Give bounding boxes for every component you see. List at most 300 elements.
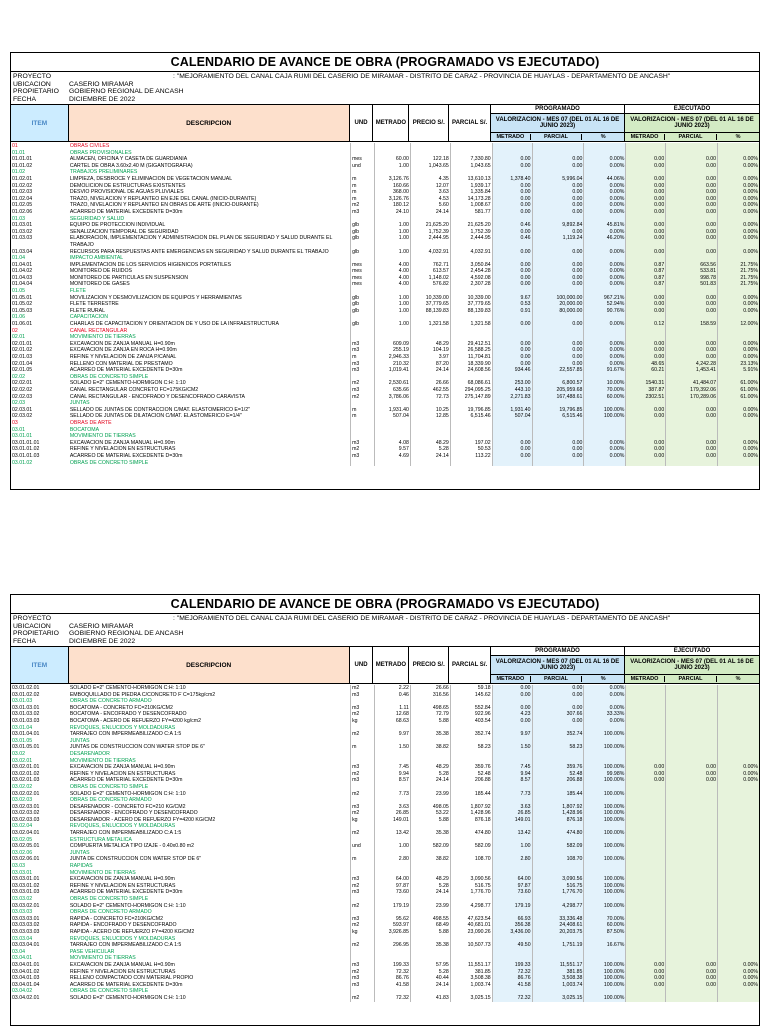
cell-par — [450, 936, 492, 943]
cell-und: m2 — [350, 731, 374, 738]
cell-em: 0.00 — [625, 295, 665, 302]
cell-pc: 16.67% — [583, 942, 625, 949]
cell-und — [350, 797, 374, 804]
cell-ec — [717, 916, 759, 923]
cell-em — [625, 896, 665, 903]
table-row — [11, 810, 759, 817]
cell-item: 01.05.02 — [12, 301, 33, 308]
cell-pre: 1,321.58 — [410, 321, 450, 328]
cell-desc: OBRAS DE CONCRETO ARMADO — [69, 797, 152, 804]
cell-pre: 3.97 — [410, 354, 450, 361]
section-row — [11, 936, 759, 943]
cell-met: 1.00 — [374, 163, 410, 170]
cell-pm — [492, 738, 532, 745]
cell-met: 4.00 — [374, 268, 410, 275]
cell-ep: 0.00 — [665, 156, 717, 163]
cell-em — [625, 929, 665, 936]
cell-pc — [583, 255, 625, 262]
cell-pp: 0.00 — [532, 202, 584, 209]
cell-pp: 0.00 — [532, 446, 584, 453]
cell-pm: 0.46 — [492, 235, 532, 242]
cell-und — [350, 314, 374, 321]
cell-met: 1.00 — [374, 843, 410, 850]
cell-pm: 72.32 — [492, 995, 532, 1002]
cell-ec — [717, 314, 759, 321]
cell-und — [350, 433, 374, 440]
section-row — [11, 751, 759, 758]
cell-item: 03.01.01.03 — [12, 452, 40, 459]
cell-em: 0.00 — [625, 982, 665, 989]
cell-ec: 0.00% — [717, 156, 759, 163]
cell-pc — [583, 169, 625, 176]
cell-par: 113.22 — [450, 453, 492, 460]
cell-pre: 48.29 — [410, 876, 450, 883]
cell-und: glb — [350, 321, 374, 328]
cell-pm: 0.00 — [492, 440, 532, 447]
cell-par: 23,090.26 — [450, 929, 492, 936]
cell-item: 01 — [12, 143, 18, 149]
cell-ep — [665, 903, 717, 910]
cell-em: 0.00 — [625, 249, 665, 256]
cell-ep — [665, 255, 717, 262]
cell-und: m3 — [350, 387, 374, 394]
table-body — [11, 685, 759, 1002]
cell-pm: 0.00 — [492, 321, 532, 328]
cell-pp — [532, 870, 584, 877]
cell-ec: 0.00% — [717, 301, 759, 308]
cell-ep — [665, 929, 717, 936]
cell-desc: TRABAJO — [69, 241, 94, 248]
cell-em: 0.87 — [625, 281, 665, 288]
cell-ep: 0.00 — [665, 407, 717, 414]
cell-em: 48.65 — [625, 361, 665, 368]
cell-desc: REFINE Y NIVELACION EN ESTRUCTURAS — [69, 968, 176, 975]
cell-desc: DESARENADOR - ACERO DE REFUERZO FY=4200 KG/CM2 — [69, 816, 216, 823]
cell-pre: 41.83 — [410, 995, 450, 1002]
cell-par — [450, 460, 492, 467]
col-und-header: UND — [350, 105, 374, 141]
col-item-header: ITEM — [11, 647, 69, 683]
cell-item: 03.02.03 — [12, 797, 33, 804]
cell-pre: 26.66 — [410, 685, 450, 692]
cell-und: m2 — [350, 685, 374, 692]
cell-item: 03.02.04 — [12, 823, 33, 830]
cell-pp: 359.76 — [532, 764, 584, 771]
table-row — [11, 347, 759, 354]
cell-em — [625, 738, 665, 745]
cell-und — [350, 725, 374, 732]
cell-ec: 0.00% — [717, 196, 759, 203]
propietario-value: GOBIERNO REGIONAL DE ANCASH — [69, 630, 184, 638]
cell-item: 01.04.03 — [12, 274, 33, 281]
cell-desc: EXCAVACION DE ZANJA EN ROCA H=0.90m — [69, 347, 177, 354]
cell-ec: 0.00% — [717, 176, 759, 183]
cell-ep: 663.56 — [665, 262, 717, 269]
cell-pp — [532, 255, 584, 262]
cell-ep — [665, 731, 717, 738]
cell-ec — [717, 936, 759, 943]
cell-pre: 48.29 — [410, 440, 450, 447]
cell-ep: 0.00 — [665, 982, 717, 989]
cell-pre: 5.28 — [410, 446, 450, 453]
cell-pc: 70.00% — [583, 387, 625, 394]
cell-pp: 58.23 — [532, 744, 584, 751]
ejecutado-title: EJECUTADO — [625, 105, 759, 114]
cell-und: m — [350, 407, 374, 414]
cell-und: m — [350, 856, 374, 863]
cell-ec — [717, 731, 759, 738]
cell-ep — [665, 850, 717, 857]
cell-ec: 0.00% — [717, 163, 759, 170]
cell-pre: 104.19 — [410, 347, 450, 354]
cell-pre: 35.38 — [410, 942, 450, 949]
cell-em — [625, 718, 665, 725]
cell-pre — [410, 896, 450, 903]
section-row — [11, 216, 759, 223]
cell-em — [625, 876, 665, 883]
cell-item: 03.02.01 — [12, 757, 33, 764]
cell-ec — [717, 685, 759, 692]
cell-item: 03.04.02.01 — [12, 994, 40, 1001]
table-row — [11, 830, 759, 837]
section-row — [11, 460, 759, 467]
cell-pm — [492, 427, 532, 434]
cell-pc: 0.00% — [583, 718, 625, 725]
cell-desc: JUNTAS DE CONSTRUCCION CON WATER STOP DE 6" — [69, 744, 205, 751]
cell-em — [625, 955, 665, 962]
cell-em — [625, 433, 665, 440]
cell-pre: 87.20 — [410, 361, 450, 368]
cell-met: 41.58 — [374, 982, 410, 989]
cell-pm: 2.80 — [492, 856, 532, 863]
cell-pc: 100.00% — [583, 883, 625, 890]
cell-pc: 0.00% — [583, 268, 625, 275]
table-row — [11, 982, 759, 989]
cell-pre — [410, 955, 450, 962]
cell-ec: 0.00% — [717, 446, 759, 453]
cell-pm: 0.00 — [492, 705, 532, 712]
cell-pre — [410, 328, 450, 335]
cell-ec: 0.00% — [717, 407, 759, 414]
cell-ep: 533.81 — [665, 268, 717, 275]
cell-item: 01.05 — [12, 288, 25, 295]
cell-item: 02.01.01 — [12, 340, 33, 347]
cell-ec — [717, 995, 759, 1002]
cell-desc: REVOQUES, ENLUCIDOS Y MOLDADURAS — [69, 935, 176, 942]
cell-em — [625, 817, 665, 824]
cell-pre — [410, 288, 450, 295]
table-row — [11, 969, 759, 976]
cell-ep: 0.00 — [665, 975, 717, 982]
cell-ec — [717, 797, 759, 804]
cell-item: 01.02.06 — [12, 208, 33, 215]
cell-ep — [665, 988, 717, 995]
cell-par: 1,939.17 — [450, 183, 492, 190]
cell-und: glb — [350, 295, 374, 302]
cell-met: 97.87 — [374, 883, 410, 890]
cell-par: 581.77 — [450, 209, 492, 216]
cell-desc: PASE VEHICULAR — [69, 948, 115, 955]
programado-subcols — [491, 133, 624, 141]
cell-em: 0.00 — [625, 176, 665, 183]
cell-item: 03.04.01.02 — [12, 968, 40, 975]
table-row — [11, 771, 759, 778]
cell-ec: 0.00% — [717, 202, 759, 209]
cell-pp — [532, 216, 584, 223]
cell-ep — [665, 916, 717, 923]
cell-und — [350, 909, 374, 916]
section-row — [11, 823, 759, 830]
cell-ep — [665, 420, 717, 427]
section-row — [11, 738, 759, 745]
cell-item: 01.02.03 — [12, 189, 33, 196]
cell-pp: 0.00 — [532, 341, 584, 348]
table-row — [11, 843, 759, 850]
cell-em: 0.00 — [625, 440, 665, 447]
cell-desc: RELLENO COMPACTADO CON MATERIAL PROPIO — [69, 975, 194, 982]
cell-und: m — [350, 413, 374, 420]
col-metrado-header: METRADO — [373, 647, 409, 683]
cell-desc: OBRAS DE CONCRETO ARMADO — [69, 909, 152, 916]
cell-und — [350, 896, 374, 903]
cell-ep: 0.00 — [665, 202, 717, 209]
table-row — [11, 262, 759, 269]
cell-und — [350, 169, 374, 176]
cell-met: 179.19 — [374, 903, 410, 910]
cell-em: 0.00 — [625, 196, 665, 203]
table-row — [11, 242, 759, 249]
cell-pre: 5.88 — [410, 817, 450, 824]
cell-ec — [717, 433, 759, 440]
cell-pc: 0.00% — [583, 692, 625, 699]
ubicacion-value: CASERIO MIRAMAR — [69, 80, 134, 88]
cell-em: 0.00 — [625, 235, 665, 242]
cell-pc: 0.00% — [583, 262, 625, 269]
cell-und: mes — [350, 262, 374, 269]
cell-met — [374, 949, 410, 956]
cell-par: 4,298.77 — [450, 903, 492, 910]
cell-ep — [665, 942, 717, 949]
cell-pre — [410, 420, 450, 427]
cell-pc — [583, 150, 625, 157]
cell-ep: 0.00 — [665, 163, 717, 170]
cell-par: 352.74 — [450, 731, 492, 738]
cell-ec: 0.00% — [717, 975, 759, 982]
cell-item: 02.01.02 — [12, 347, 33, 354]
cell-desc: SELLADO DE JUNTAS DE CONTRACCION C/MAT. ELASTOMERICO E=1/2" — [69, 406, 250, 413]
cell-ec — [717, 758, 759, 765]
table-row — [11, 235, 759, 242]
cell-pc — [583, 334, 625, 341]
cell-met: 86.76 — [374, 975, 410, 982]
cell-und — [350, 328, 374, 335]
cell-ep: 0.00 — [665, 176, 717, 183]
cell-und — [350, 143, 374, 150]
cell-em — [625, 863, 665, 870]
cell-pp: 0.00 — [532, 209, 584, 216]
cell-pp: 0.00 — [532, 163, 584, 170]
cell-par: 552.84 — [450, 705, 492, 712]
cell-pm: 0.00 — [492, 209, 532, 216]
cell-pc — [583, 143, 625, 150]
cell-pp — [532, 328, 584, 335]
cell-pc: 0.00% — [583, 183, 625, 190]
cell-pc — [583, 420, 625, 427]
cell-pm: 26.85 — [492, 810, 532, 817]
cell-item: 01.02.05 — [12, 202, 33, 209]
cell-em: 0.00 — [625, 771, 665, 778]
cell-met: 9.94 — [374, 771, 410, 778]
cell-em: 0.00 — [625, 163, 665, 170]
cell-desc: ACARREO DE MATERIAL EXCEDENTE D=30m — [69, 367, 183, 374]
cell-met: 1.00 — [374, 321, 410, 328]
cell-par — [450, 837, 492, 844]
cell-ep — [665, 433, 717, 440]
cell-met: 95.62 — [374, 916, 410, 923]
cell-met: 64.00 — [374, 876, 410, 883]
cell-ep: 501.83 — [665, 281, 717, 288]
cell-desc: ACARREO DE MATERIAL EXCEDENTE D=30m — [69, 981, 183, 988]
cell-pre — [410, 949, 450, 956]
cell-desc: OBRAS DE CONCRETO SIMPLE — [69, 896, 149, 902]
cell-met: 3,786.06 — [374, 394, 410, 401]
cell-pc — [583, 955, 625, 962]
cell-em — [625, 150, 665, 157]
table-row — [11, 380, 759, 387]
cell-ec — [717, 903, 759, 910]
cell-ec: 0.00% — [717, 235, 759, 242]
cell-ep: 1,453.41 — [665, 367, 717, 374]
cell-pre: 88,139.83 — [410, 308, 450, 315]
cell-ec — [717, 837, 759, 844]
cell-met: 13.42 — [374, 830, 410, 837]
cell-ep — [665, 883, 717, 890]
cell-und — [350, 870, 374, 877]
cell-pc: 90.76% — [583, 308, 625, 315]
cell-ep — [665, 744, 717, 751]
cell-und — [350, 784, 374, 791]
cell-pre: 582.09 — [410, 843, 450, 850]
cell-pp: 0.00 — [532, 692, 584, 699]
cell-ep — [665, 288, 717, 295]
cell-pm: 13.42 — [492, 830, 532, 837]
cell-pc: 0.00% — [583, 249, 625, 256]
cell-pre: 37,779.65 — [410, 301, 450, 308]
cell-met — [374, 143, 410, 150]
cell-desc: CAPACITACION — [69, 314, 108, 321]
cell-und: m3 — [350, 777, 374, 784]
cell-desc: DESARENADOR — [69, 750, 110, 757]
table-body — [11, 143, 759, 466]
cell-desc: SEGURIDAD Y SALUD — [69, 215, 125, 222]
cell-desc: SELLADO DE JUNTAS DE DILATACION C/MAT. ELASTOMERICO E=1/4" — [69, 413, 242, 420]
cell-pre: 5.88 — [410, 718, 450, 725]
schedule-sheet-2 — [10, 594, 760, 1026]
cell-pm — [492, 909, 532, 916]
cell-met: 593.97 — [374, 922, 410, 929]
cell-item: 02.03.01 — [12, 406, 33, 413]
cell-par — [450, 328, 492, 335]
cell-pre: 24.14 — [410, 777, 450, 784]
cell-desc: LIMPIEZA, DESBROCE Y ELIMINACION DE VEGETACION MANUAL — [69, 175, 233, 182]
section-row — [11, 374, 759, 381]
ejec-pct-header: % — [735, 134, 741, 140]
cell-pc — [583, 725, 625, 732]
section-row — [11, 169, 759, 176]
cell-pp: 0.00 — [532, 453, 584, 460]
cell-und — [350, 334, 374, 341]
cell-em: 0.00 — [625, 764, 665, 771]
cell-pre: 3.63 — [410, 189, 450, 196]
programado-subtitle: VALORIZACION - MES 07 (DEL 01 AL 16 DE JUNIO 2023) — [491, 656, 624, 675]
cell-em — [625, 731, 665, 738]
cell-pc: 10.00% — [583, 380, 625, 387]
cell-ep — [665, 784, 717, 791]
cell-ec: 5.91% — [717, 367, 759, 374]
cell-ep — [665, 374, 717, 381]
cell-pp: 3,508.38 — [532, 975, 584, 982]
cell-par: 2,444.95 — [450, 235, 492, 242]
cell-ec: 0.00% — [717, 440, 759, 447]
cell-pm: 0.00 — [492, 183, 532, 190]
section-row — [11, 143, 759, 150]
propietario-label: PROPIETARIO — [13, 630, 59, 638]
cell-pc: 100.00% — [583, 962, 625, 969]
cell-ep — [665, 876, 717, 883]
cell-ec — [717, 784, 759, 791]
cell-em — [625, 870, 665, 877]
cell-ec: 0.00% — [717, 189, 759, 196]
cell-ep: 998.78 — [665, 275, 717, 282]
cell-ep: 0.00 — [665, 209, 717, 216]
ubicacion-label: UBICACION — [13, 622, 51, 630]
cell-pm: 41.58 — [492, 982, 532, 989]
table-row — [11, 744, 759, 751]
cell-item: 01.04.04 — [12, 281, 33, 288]
cell-pc — [583, 433, 625, 440]
cell-em: 0.87 — [625, 275, 665, 282]
cell-pm: 0.00 — [492, 281, 532, 288]
cell-item: 03.02.02 — [12, 783, 33, 790]
cell-pp — [532, 143, 584, 150]
cell-item: 03.02.05 — [12, 836, 33, 843]
cell-par: 1,003.74 — [450, 982, 492, 989]
cell-par — [450, 400, 492, 407]
prog-metrado-header: METRADO — [491, 134, 531, 140]
cell-met: 609.09 — [374, 341, 410, 348]
programado-subtitle: VALORIZACION - MES 07 (DEL 01 AL 16 DE JUNIO 2023) — [491, 114, 624, 133]
cell-em: 0.00 — [625, 354, 665, 361]
cell-item: 01.01 — [12, 149, 25, 156]
cell-ec — [717, 896, 759, 903]
cell-item: 03.02.01.01 — [12, 764, 40, 771]
cell-desc: COMPUERTA METALICA TIPO IZAJE - 0.40x0.80 m2 — [69, 843, 194, 850]
cell-pre — [410, 427, 450, 434]
cell-met: 7.73 — [374, 791, 410, 798]
cell-und: m — [350, 183, 374, 190]
cell-em — [625, 936, 665, 943]
cell-ep — [665, 837, 717, 844]
cell-desc: SOLADO E=2" CEMENTO-HORMIGON C:H: 1:10 — [69, 994, 186, 1001]
cell-pre: 762.71 — [410, 262, 450, 269]
cell-par: 59.18 — [450, 685, 492, 692]
cell-ec: 61.00% — [717, 394, 759, 401]
cell-pm: 66.93 — [492, 916, 532, 923]
cell-met: 199.33 — [374, 962, 410, 969]
cell-ep — [665, 856, 717, 863]
cell-ep — [665, 328, 717, 335]
table-row — [11, 731, 759, 738]
